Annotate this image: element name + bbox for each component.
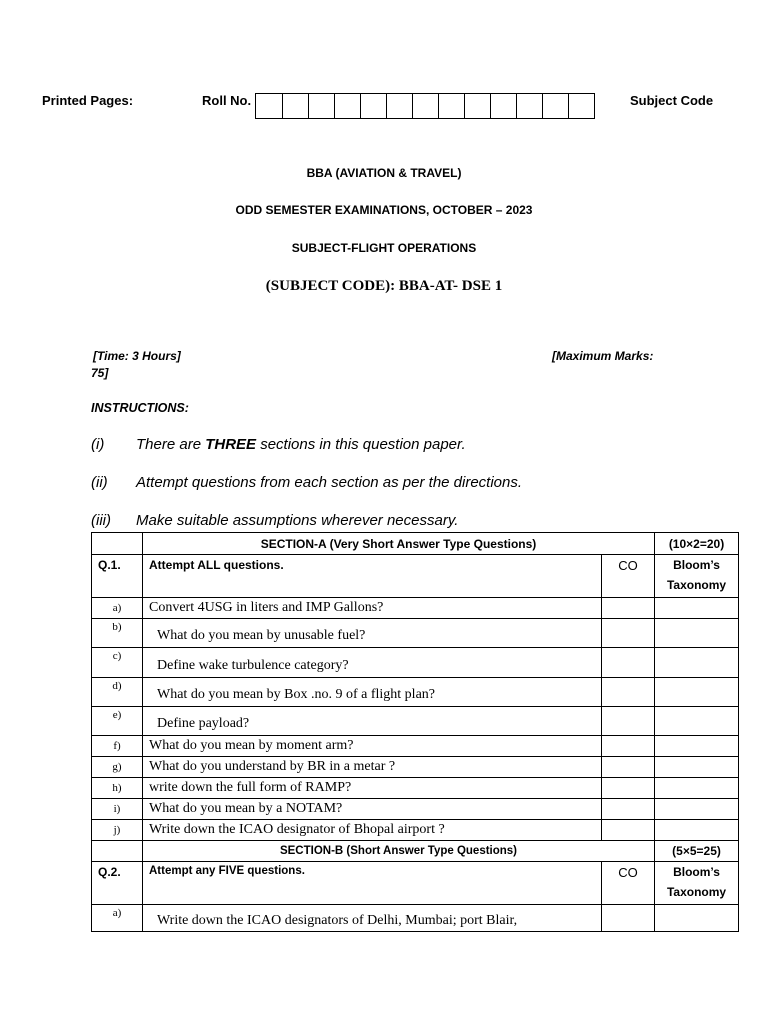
table-row	[92, 778, 739, 799]
section-a-title: SECTION-A (Very Short Answer Type Questions)	[143, 533, 655, 555]
table-row	[92, 905, 739, 932]
instruction-number: (ii)	[91, 474, 108, 491]
question-text: Write down the ICAO designators of Delhi, Mumbai; port Blair,	[143, 905, 602, 932]
roll-number-boxes[interactable]	[255, 93, 595, 119]
question-label: g)	[92, 757, 143, 778]
question-label: f)	[92, 736, 143, 757]
roll-digit-box[interactable]	[516, 94, 542, 118]
bloom-header: Bloom’s Taxonomy	[655, 555, 739, 598]
question-text: What do you mean by a NOTAM?	[143, 799, 602, 820]
bloom-cell	[655, 820, 739, 841]
co-cell	[602, 820, 655, 841]
co-cell	[602, 778, 655, 799]
section-b-header-row	[92, 841, 739, 862]
table-row	[92, 648, 739, 678]
instruction-number: (i)	[91, 436, 105, 453]
bloom-cell	[655, 619, 739, 648]
roll-digit-box[interactable]	[308, 94, 334, 118]
roll-digit-box[interactable]	[464, 94, 490, 118]
bloom-cell	[655, 778, 739, 799]
question-text: Define payload?	[143, 707, 602, 736]
question-label: d)	[92, 678, 143, 707]
roll-digit-box[interactable]	[360, 94, 386, 118]
section-b-marks: (5×5=25)	[655, 841, 739, 862]
roll-digit-box[interactable]	[438, 94, 464, 118]
bloom-cell	[655, 678, 739, 707]
program-title: BBA (AVIATION & TRAVEL)	[306, 166, 462, 180]
question-label: a)	[92, 598, 143, 619]
co-cell	[602, 757, 655, 778]
table-row	[92, 820, 739, 841]
co-cell	[602, 678, 655, 707]
roll-digit-box[interactable]	[386, 94, 412, 118]
question-text: What do you mean by unusable fuel?	[143, 619, 602, 648]
instruction-item	[91, 474, 522, 491]
table-row	[92, 678, 739, 707]
co-cell	[602, 619, 655, 648]
co-header: CO	[602, 862, 655, 905]
co-header: CO	[602, 555, 655, 598]
subject-code-label: Subject Code	[630, 93, 714, 108]
instruction-text: Attempt questions from each section as per the directions.	[136, 474, 523, 491]
co-cell	[602, 736, 655, 757]
subject-code-title: (SUBJECT CODE): BBA-AT- DSE 1	[265, 278, 503, 294]
question-label: j)	[92, 820, 143, 841]
section-a-directive-row	[92, 555, 739, 598]
bloom-header: Bloom’s Taxonomy	[655, 862, 739, 905]
question-table	[91, 532, 739, 932]
question-number: Q.1.	[92, 555, 143, 598]
co-cell	[602, 905, 655, 932]
roll-no-label: Roll No.	[202, 93, 252, 108]
co-cell	[602, 648, 655, 678]
roll-digit-box[interactable]	[490, 94, 516, 118]
roll-digit-box[interactable]	[412, 94, 438, 118]
section-a-header-row	[92, 533, 739, 555]
question-label: e)	[92, 707, 143, 736]
question-text: write down the full form of RAMP?	[143, 778, 602, 799]
question-label: b)	[92, 619, 143, 648]
question-number: Q.2.	[92, 862, 143, 905]
bloom-cell	[655, 905, 739, 932]
instruction-item	[91, 436, 466, 453]
instruction-item	[91, 512, 458, 529]
bloom-cell	[655, 707, 739, 736]
instruction-text: Make suitable assumptions wherever necessary.	[136, 512, 459, 529]
instructions-heading: INSTRUCTIONS:	[91, 401, 189, 415]
section-a-marks: (10×2=20)	[655, 533, 739, 555]
max-marks-value: 75]	[91, 366, 109, 380]
co-cell	[602, 799, 655, 820]
printed-pages-label: Printed Pages:	[42, 93, 134, 108]
roll-digit-box[interactable]	[282, 94, 308, 118]
instruction-number: (iii)	[91, 512, 111, 529]
exam-title: ODD SEMESTER EXAMINATIONS, OCTOBER – 2023	[235, 203, 533, 217]
bloom-cell	[655, 757, 739, 778]
table-row	[92, 707, 739, 736]
instruction-text: There are THREE sections in this question paper.	[136, 436, 466, 453]
table-row	[92, 619, 739, 648]
co-cell	[602, 707, 655, 736]
section-b-directive-row	[92, 862, 739, 905]
bloom-cell	[655, 736, 739, 757]
question-text: What do you understand by BR in a metar ?	[143, 757, 602, 778]
question-label: a)	[92, 905, 143, 932]
question-label: i)	[92, 799, 143, 820]
question-text: What do you mean by Box .no. 9 of a flight plan?	[143, 678, 602, 707]
bloom-cell	[655, 648, 739, 678]
question-text: Convert 4USG in liters and IMP Gallons?	[143, 598, 602, 619]
time-label: [Time: 3 Hours]	[93, 349, 181, 363]
table-row	[92, 736, 739, 757]
roll-digit-box[interactable]	[256, 94, 282, 118]
question-text: What do you mean by moment arm?	[143, 736, 602, 757]
table-row	[92, 757, 739, 778]
bloom-cell	[655, 799, 739, 820]
table-row	[92, 598, 739, 619]
section-b-directive: Attempt any FIVE questions.	[143, 862, 602, 905]
section-b-title: SECTION-B (Short Answer Type Questions)	[143, 841, 655, 862]
question-label: c)	[92, 648, 143, 678]
roll-digit-box[interactable]	[568, 94, 594, 118]
table-row	[92, 799, 739, 820]
co-cell	[602, 598, 655, 619]
bloom-cell	[655, 598, 739, 619]
roll-digit-box[interactable]	[542, 94, 568, 118]
question-text: Define wake turbulence category?	[143, 648, 602, 678]
question-label: h)	[92, 778, 143, 799]
max-marks-label: [Maximum Marks:	[552, 349, 654, 363]
section-a-directive: Attempt ALL questions.	[143, 555, 602, 598]
subject-title: SUBJECT-FLIGHT OPERATIONS	[291, 241, 477, 255]
question-text: Write down the ICAO designator of Bhopal airport ?	[143, 820, 602, 841]
roll-digit-box[interactable]	[334, 94, 360, 118]
